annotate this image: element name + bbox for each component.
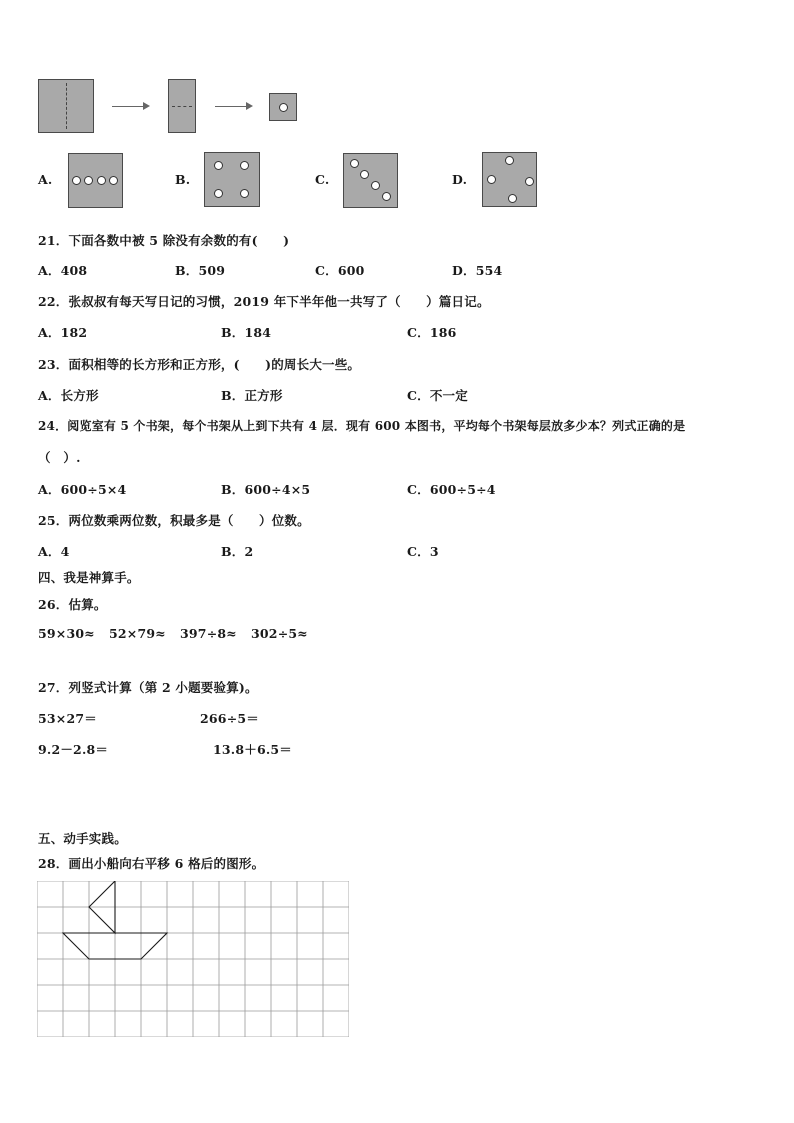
fold-option-b-figure[interactable] [204,152,260,207]
q27-item: 266÷5＝ [200,711,259,726]
q24-stem: 24．阅览室有 5 个书架，每个书架从上到下共有 4 层．现有 600 本图书，平均每个书架每层放多少本？列式正确的是 [38,419,686,433]
fold-step-1-paper [38,79,94,133]
q21-option-c[interactable]: C．600 [315,263,365,278]
q25-option-a[interactable]: A．4 [38,544,70,559]
fold-option-c-label: C. [315,172,330,187]
q23-option-a[interactable]: A．长方形 [38,388,99,403]
fold-option-c-figure[interactable] [343,153,398,208]
q25-option-c[interactable]: C．3 [407,544,439,559]
boat-grid[interactable] [37,881,349,1037]
q23-option-c[interactable]: C．不一定 [407,388,468,403]
section-4-title: 四、我是神算手。 [38,570,140,585]
q27-item: 13.8＋6.5＝ [213,742,292,757]
q27-stem: 27．列竖式计算（第 2 小题要验算)。 [38,680,258,695]
q22-stem: 22．张叔叔有每天写日记的习惯，2019 年下半年他一共写了（ ）篇日记。 [38,294,490,309]
q26-stem: 26．估算。 [38,597,107,612]
q22-option-c[interactable]: C．186 [407,325,457,340]
q26-item: 397÷8≈ [180,626,237,641]
grid-lines [37,881,349,1037]
fold-option-d-figure[interactable] [482,152,537,207]
q26-item: 59×30≈ [38,626,95,641]
q27-item: 9.2－2.8＝ [38,742,109,757]
q28-stem: 28．画出小船向右平移 6 格后的图形。 [38,856,265,871]
q22-option-b[interactable]: B．184 [221,325,272,340]
q23-option-b[interactable]: B．正方形 [221,388,283,403]
arrow-icon [112,106,148,107]
q24-option-c[interactable]: C．600÷5÷4 [407,482,496,497]
q25-stem: 25．两位数乘两位数，积最多是（ ）位数。 [38,513,310,528]
fold-option-d-label: D. [452,172,468,187]
q21-option-a[interactable]: A．408 [38,263,88,278]
fold-step-3-punched [269,93,297,121]
q26-item: 52×79≈ [109,626,166,641]
q23-stem: 23．面积相等的长方形和正方形，( )的周长大一些。 [38,357,361,372]
q21-option-b[interactable]: B．509 [175,263,226,278]
q22-option-a[interactable]: A．182 [38,325,88,340]
q24-stem-cont: （ ）. [38,450,81,465]
q24-option-b[interactable]: B．600÷4×5 [221,482,311,497]
q24-option-a[interactable]: A．600÷5×4 [38,482,127,497]
fold-step-2-paper [168,79,196,133]
section-5-title: 五、动手实践。 [38,831,127,846]
fold-option-a-figure[interactable] [68,153,123,208]
q25-option-b[interactable]: B．2 [221,544,254,559]
q21-stem: 21．下面各数中被 5 除没有余数的有( ) [38,233,290,248]
q21-option-d[interactable]: D．554 [452,263,503,278]
q26-item: 302÷5≈ [251,626,308,641]
fold-option-a-label: A. [38,172,53,187]
arrow-icon [215,106,251,107]
fold-option-b-label: B. [175,172,191,187]
q27-item: 53×27＝ [38,711,97,726]
